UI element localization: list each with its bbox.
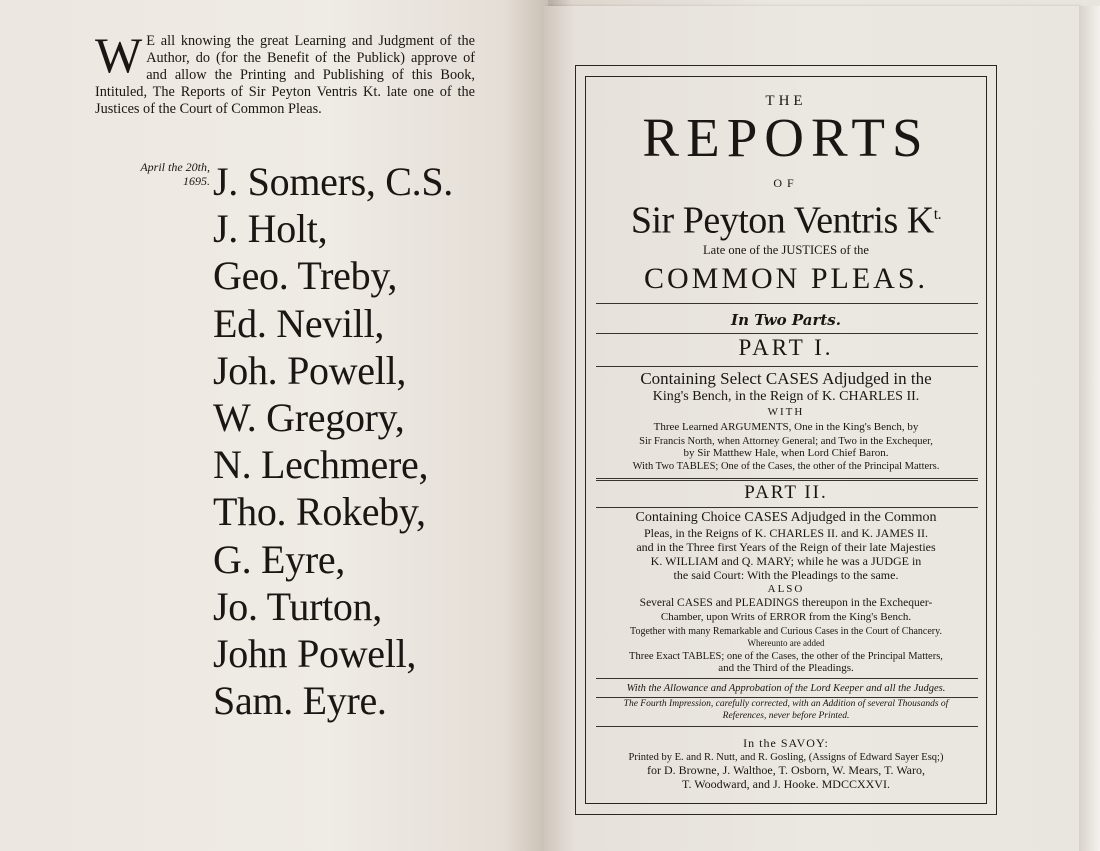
imprimatur-body: E all knowing the great Learning and Judgment of the Author, do (for the Benefit of the Publick) approve of and allow the Printing and Publishing of this Book, Intituled, The Reports of Sir Peyton Ventris Kt. late one of the Justices of the Court of Common Pleas.: [95, 33, 475, 117]
part2-line: Together with many Remarkable and Curious Cases in the Court of Chancery.: [630, 626, 942, 637]
part1-line: Three Learned ARGUMENTS, One in the King's Bench, by: [653, 421, 919, 433]
part2-also: ALSO: [767, 583, 805, 595]
author-suffix: t.: [933, 206, 942, 223]
part2-line: Containing Choice CASES Adjudged in the Common: [635, 510, 937, 525]
part2-line: and the Third of the Pleadings.: [718, 662, 854, 674]
part2-line: Several CASES and PLEADINGS thereupon in the Exchequer-: [639, 597, 933, 609]
part1-line: Containing Select CASES Adjudged in the: [640, 369, 932, 388]
part2-line: K. WILLIAM and Q. MARY; while he was a JUDGE in: [650, 554, 922, 568]
signatory-list: [213, 158, 543, 724]
signatory: Tho. Rokeby,: [213, 489, 426, 535]
title-two-parts: In Two Parts.: [731, 311, 841, 329]
part2-line: Three Exact TABLES; one of the Cases, the other of the Principal Matters,: [629, 651, 943, 662]
rule: [596, 507, 978, 508]
imprimatur-text: [95, 27, 475, 118]
signatory: N. Lechmere,: [213, 442, 429, 488]
author-name: Sir Peyton Ventris K: [630, 199, 934, 242]
rule: [596, 303, 978, 304]
title-of: OF: [773, 176, 799, 190]
impression: References, never before Printed.: [722, 711, 850, 721]
allowance: With the Allowance and Approbation of the Lord Keeper and all the Judges.: [626, 683, 946, 694]
signatory: Jo. Turton,: [213, 583, 383, 629]
signatory: J. Somers, C.S.: [213, 159, 453, 204]
imprint-line: Printed by E. and R. Nutt, and R. Gosling, (Assigns of Edward Sayer Esq;): [628, 752, 944, 763]
part2-line: the said Court: With the Pleadings to the same.: [673, 568, 899, 582]
title-reports: REPORTS: [642, 107, 930, 168]
imprimatur-date: April the 20th, 1695.: [140, 160, 210, 188]
rule: [596, 726, 978, 727]
part2-line: Chamber, upon Writs of ERROR from the King's Bench.: [660, 611, 912, 623]
imprint-place: In the SAVOY:: [743, 736, 829, 750]
part2-heading: PART II.: [744, 482, 828, 503]
signatory: J. Holt,: [213, 206, 328, 252]
signatory: Joh. Powell,: [213, 347, 407, 393]
part2-line: Pleas, in the Reigns of K. CHARLES II. and K. JAMES II.: [644, 526, 928, 540]
page-edge: [1079, 6, 1100, 851]
signatory: Sam. Eyre.: [213, 678, 387, 724]
part1-line: by Sir Matthew Hale, when Lord Chief Baron.: [683, 447, 889, 459]
rule: [596, 366, 978, 367]
part1-line: Sir Francis North, when Attorney General; and Two in the Exchequer,: [639, 436, 933, 447]
imprint-line: T. Woodward, and J. Hooke. MDCCXXVI.: [682, 777, 890, 791]
rule: [596, 333, 978, 334]
title-common-pleas: COMMON PLEAS.: [643, 262, 929, 295]
part1-heading: PART I.: [738, 335, 834, 360]
dropcap: W: [95, 27, 143, 83]
signatory: Geo. Treby,: [213, 253, 398, 299]
title-author: [592, 193, 980, 243]
part1-line: With Two TABLES; One of the Cases, the other of the Principal Matters.: [632, 461, 940, 472]
title-late-one: Late one of the JUSTICES of the: [703, 243, 869, 257]
part1-line: King's Bench, in the Reign of K. CHARLES II.: [652, 389, 920, 404]
part2-whereunto: Whereunto are added: [747, 638, 825, 648]
part1-with: WITH: [767, 406, 805, 418]
rule: [596, 678, 978, 679]
rule: [596, 697, 978, 698]
impression: The Fourth Impression, carefully corrected, with an Addition of several Thousands of: [623, 699, 949, 709]
signatory: Ed. Nevill,: [213, 300, 385, 346]
signatory: G. Eyre,: [213, 536, 345, 582]
rule: [596, 478, 978, 481]
part2-line: and in the Three first Years of the Reign of their late Majesties: [636, 540, 936, 554]
signatory: W. Gregory,: [213, 395, 405, 441]
title-the: THE: [765, 93, 807, 109]
signatory: John Powell,: [213, 631, 417, 677]
imprint-line: for D. Browne, J. Walthoe, T. Osborn, W. Mears, T. Waro,: [646, 763, 926, 777]
